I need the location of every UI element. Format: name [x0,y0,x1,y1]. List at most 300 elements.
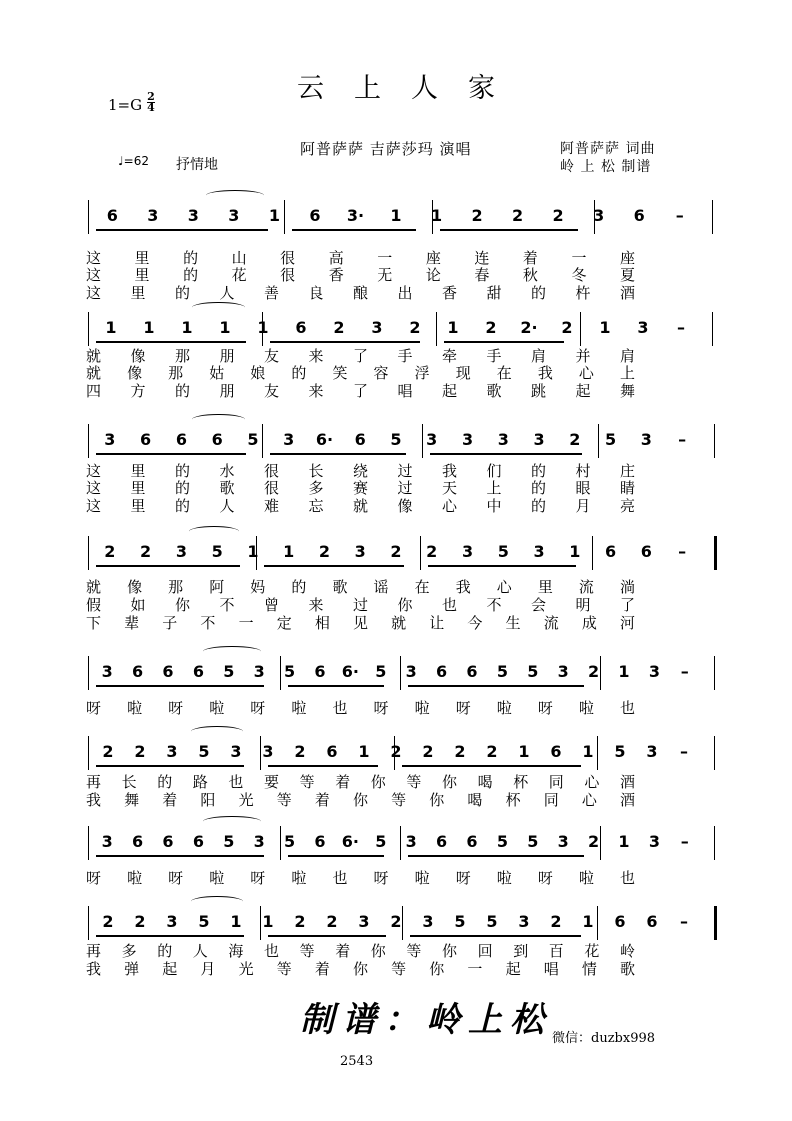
note: 3 [228,206,240,225]
slur [189,526,239,537]
lyric-char: 光 [238,960,254,978]
lyric-char: 牵 [442,347,458,365]
lyric-char: 等 [406,942,422,960]
note: 3 [533,430,545,449]
lyric-char: 那 [168,578,184,596]
barline [88,536,89,570]
lyric-char: 容 [373,364,389,382]
note: 1 [262,912,274,931]
lyric-char: 百 [548,942,564,960]
lyric-char: 不 [219,596,235,614]
note: 1 [283,542,295,561]
lyric-char: 歌 [332,578,348,596]
lyric-char: 绕 [353,462,369,480]
lyric-char: 那 [168,364,184,382]
lyric-char: 你 [442,773,458,791]
lyric-char: 你 [442,942,458,960]
lyric-char: 同 [548,773,564,791]
lyric-char: 赛 [353,479,369,497]
note: 6 [314,832,326,851]
lyric-char: 也 [620,699,636,717]
barline [88,200,89,234]
lyric-char: 跳 [531,382,547,400]
note: 2 [102,742,114,761]
song-title: 云上人家 [297,73,525,104]
lyric-char: 朋 [219,347,235,365]
lyric-line [0,697,792,715]
lyric-char: 呀 [373,699,389,717]
lyric-char: 肩 [531,347,547,365]
lyric-char: 就 [86,578,102,596]
notation-row [0,906,792,938]
beam-underline [96,229,268,231]
note: 2 [390,542,402,561]
note: 1 [618,832,630,851]
lyric-char: 着 [335,942,351,960]
lyric-char: 啦 [414,869,430,887]
lyric-line [0,247,792,265]
note: 3 [637,318,649,337]
lyric-char: 你 [397,596,413,614]
lyric-char: 假 [86,596,102,614]
lyric-char: 像 [397,497,413,515]
lyric-char: 着 [162,791,178,809]
lyric-char: 子 [162,614,178,632]
note: 6 [354,430,366,449]
lyric-char: 在 [414,578,430,596]
lyric-char: 着 [314,960,330,978]
beam-underline [292,229,416,231]
lyric-char: 你 [175,596,191,614]
note: 6 [211,430,223,449]
note: 3 [262,742,274,761]
note: 2 [294,912,306,931]
note: 3 [461,430,474,449]
lyric-char: 论 [425,266,441,284]
note: 1 [247,542,259,561]
lyric-char: 心 [442,497,458,515]
note: 3 [426,430,438,449]
lyric-char: 生 [505,614,521,632]
lyric-char: 你 [429,960,445,978]
lyric-char: 中 [486,497,502,515]
lyric-char: 情 [581,960,597,978]
note: 6 [192,662,204,681]
lyric-line [0,867,792,885]
lyric-char: 啦 [291,699,307,717]
slur [206,190,265,201]
lyric-char: 唱 [543,960,559,978]
lyric-char: 的 [531,462,547,480]
lyric-char: 眼 [575,479,591,497]
note: 1 [599,318,611,337]
notation-row [0,826,792,858]
lyric-char: 花 [584,942,600,960]
note: 1 [257,318,269,337]
lyric-char: 河 [620,614,636,632]
note: 1 [618,662,630,681]
lyric-char: 呀 [537,699,553,717]
note: 5 [527,662,539,681]
note: 3 [648,832,660,851]
note: 1 [582,742,594,761]
note: 3 [175,542,187,561]
lyric-line [0,958,792,976]
note: 6 [192,832,204,851]
lyric-char: 也 [264,942,280,960]
lyric-char: 那 [175,347,191,365]
lyric-char: 你 [429,791,445,809]
lyric-char: 等 [391,791,407,809]
lyric-char: 起 [442,382,458,400]
beam-underline [408,685,584,687]
note: 6 [309,206,321,225]
notation-row [0,736,792,768]
lyric-char: 心 [578,364,594,382]
lyric-char: 就 [353,497,369,515]
lyric-char: 不 [486,596,502,614]
lyric-char: 现 [455,364,471,382]
sustain-dash: – [680,832,689,851]
barline [714,424,715,458]
lyric-char: 阿 [209,578,225,596]
lyric-char: 睛 [620,479,636,497]
note: 3 [147,206,159,225]
lyric-char: 香 [442,284,458,302]
lyric-char: 就 [86,347,102,365]
lyric-char: 这 [86,479,102,497]
beam-underline [270,453,406,455]
lyric-char: 等 [299,773,315,791]
lyric-char: 这 [86,266,102,284]
note: 3 [101,832,113,851]
lyric-char: 人 [192,942,208,960]
lyric-char: 座 [425,249,441,267]
lyric-char: 呀 [86,699,102,717]
lyric-line [0,612,792,630]
double-barline [714,906,717,940]
lyric-char: 酒 [620,773,636,791]
lyric-char: 在 [496,364,512,382]
lyric-char: 亮 [620,497,636,515]
notation-row [0,200,792,232]
lyric-char: 人 [219,284,235,302]
note: 3 [187,206,199,225]
note: 6 [326,742,338,761]
note: 2 [134,912,146,931]
lyric-char: 水 [219,462,235,480]
note: 5 [496,832,508,851]
note: 3 [104,430,116,449]
note: 3 [461,542,474,561]
lyric-char: 岭 [620,942,636,960]
lyric-char: 座 [620,249,636,267]
slur [192,302,244,313]
lyric-char: 光 [238,791,254,809]
page-number: 2543 [340,1054,374,1069]
lyric-char: 啦 [209,699,225,717]
lyric-char: 忘 [308,497,324,515]
note: 6 [132,662,144,681]
lyric-char: 里 [134,266,150,284]
lyric-char: 我 [455,578,471,596]
barline [88,424,89,458]
note: 6· [341,832,359,851]
lyric-char: 一 [377,249,393,267]
lyric-line [0,362,792,380]
note: 3 [405,832,417,851]
lyric-char: 同 [543,791,559,809]
note: 5 [454,912,466,931]
barline [714,656,715,690]
lyric-char: 路 [192,773,208,791]
lyric-char: 呀 [537,869,553,887]
lyric-line [0,940,792,958]
lyric-char: 流 [543,614,559,632]
lyric-char: 甜 [486,284,502,302]
beam-underline [268,935,386,937]
lyric-line [0,380,792,398]
lyric-char: 着 [522,249,538,267]
barline [88,826,89,860]
note: 6 [466,662,478,681]
beam-underline [268,765,378,767]
lyric-char: 曾 [264,596,280,614]
note: 5 [211,542,223,561]
lyric-line [0,771,792,789]
note: 3 [354,542,366,561]
lyric-char: 明 [575,596,591,614]
lyric-char: 良 [308,284,324,302]
lyric-char: 要 [264,773,280,791]
lyric-char: 村 [575,462,591,480]
note: 1 [105,318,117,337]
lyric-char: 海 [228,942,244,960]
notation-row [0,424,792,456]
wechat-contact: 微信：duzbx998 [552,1031,656,1046]
lyric-char: 娘 [250,364,266,382]
note: 3 [422,912,434,931]
lyric-char: 啦 [496,699,512,717]
lyric-char: 起 [162,960,178,978]
lyric-char: 呀 [455,869,471,887]
lyric-char: 如 [130,596,146,614]
tempo-marking: ♩=62 [118,154,149,168]
note: 2 [102,912,114,931]
lyric-char: 一 [467,960,483,978]
lyric-line [0,594,792,612]
lyric-char: 连 [474,249,490,267]
note: 2 [409,318,421,337]
note: 1 [219,318,231,337]
lyric-char: 并 [575,347,591,365]
lyric-char: 月 [200,960,216,978]
lyric-char: 阳 [200,791,216,809]
lyric-char: 月 [575,497,591,515]
lyric-char: 也 [442,596,458,614]
lyric-char: 我 [86,960,102,978]
lyric-char: 山 [231,249,247,267]
sustain-dash: – [677,318,685,337]
note: 3 [648,662,660,681]
beam-underline [96,685,264,687]
lyric-char: 庄 [620,462,636,480]
signature: 制谱：岭上松 [300,1000,552,1040]
lyric-char: 等 [406,773,422,791]
lyric-char: 友 [264,382,280,400]
note: 3 [557,832,569,851]
beam-underline [430,453,582,455]
beam-underline [444,341,564,343]
lyric-char: 像 [130,347,146,365]
lyric-char: 出 [397,284,413,302]
lyric-char: 也 [620,869,636,887]
beam-underline [428,565,576,567]
lyric-char: 舞 [620,382,636,400]
note: 5 [198,742,210,761]
note: 5 [247,430,259,449]
note: 2 [471,206,483,225]
expression-marking: 抒情地 [176,157,218,173]
lyric-char: 啦 [127,869,143,887]
note: 3 [497,430,509,449]
note: 5 [605,430,617,449]
note: 1 [358,742,370,761]
beam-underline [96,765,244,767]
notation-row [0,656,792,688]
lyric-char: 再 [86,942,102,960]
sustain-dash: – [678,542,687,561]
double-barline [714,536,717,570]
beam-underline [96,855,264,857]
lyric-char: 天 [442,479,458,497]
note: 5 [284,662,296,681]
lyric-char: 来 [308,382,324,400]
lyric-char: 心 [581,791,597,809]
lyric-char: 定 [276,614,292,632]
note: 5 [496,662,508,681]
lyric-char: 香 [328,266,344,284]
lyric-char: 人 [219,497,235,515]
lyric-char: 的 [175,462,191,480]
lyric-char: 就 [391,614,407,632]
lyric-char: 等 [391,960,407,978]
lyric-char: 春 [474,266,490,284]
note: 6 [614,912,626,931]
sustain-dash: – [678,430,687,449]
note: 6 [295,318,307,337]
lyric-char: 呀 [168,869,184,887]
lyric-char: 这 [86,284,102,302]
lyric-char: 舞 [124,791,140,809]
lyric-char: 着 [314,791,330,809]
lyric-char: 的 [175,497,191,515]
lyric-char: 谣 [373,578,389,596]
slur [191,896,243,907]
lyric-char: 过 [397,462,413,480]
note: 1 [268,206,280,225]
note: 3 [557,662,569,681]
lyric-char: 的 [531,479,547,497]
lyric-line [0,460,792,478]
lyric-char: 啦 [127,699,143,717]
sustain-dash: – [675,206,684,225]
note: 1 [430,206,443,225]
lyric-char: 善 [264,284,280,302]
note: 6 [162,832,174,851]
lyric-char: 喝 [467,791,483,809]
note: 1 [569,542,581,561]
lyric-char: 相 [314,614,330,632]
lyric-char: 再 [86,773,102,791]
note: 5 [486,912,498,931]
lyric-char: 啦 [496,869,512,887]
note: 3 [101,662,113,681]
note: 2 [561,318,573,337]
lyric-char: 你 [353,791,369,809]
lyric-char: 笑 [332,364,348,382]
note: 2 [485,318,497,337]
lyric-char: 回 [477,942,493,960]
lyric-char: 里 [130,497,146,515]
lyric-char: 冬 [571,266,587,284]
performers: 阿普萨萨 吉萨莎玛 演唱 [300,140,472,158]
note: 5 [375,832,387,851]
note: 5 [614,742,626,761]
barline [714,826,715,860]
note: 1 [143,318,155,337]
time-signature: 2 4 [147,90,155,114]
lyric-char: 花 [231,266,247,284]
lyric-char: 的 [175,479,191,497]
lyric-char: 让 [429,614,445,632]
lyric-char: 心 [496,578,512,596]
lyric-char: 的 [157,942,173,960]
note: 3 [640,430,652,449]
lyric-char: 的 [531,284,547,302]
note: 2 [550,912,562,931]
lyric-char: 了 [620,596,636,614]
beam-underline [402,765,581,767]
lyric-char: 呀 [250,699,266,717]
lyric-char: 杵 [575,284,591,302]
lyric-char: 多 [121,942,137,960]
note: 1 [181,318,193,337]
lyric-char: 像 [127,578,143,596]
note: 2 [486,742,498,761]
barline [712,200,713,234]
note: 6 [140,430,152,449]
lyric-char: 了 [353,347,369,365]
lyric-char: 里 [130,462,146,480]
lyric-char: 啦 [578,699,594,717]
lyric-char: 上 [620,364,636,382]
note: 5 [284,832,296,851]
beam-underline [288,685,384,687]
note: 6· [341,662,359,681]
lyric-char: 我 [86,791,102,809]
lyric-char: 心 [584,773,600,791]
lyric-char: 呀 [250,869,266,887]
barline [88,906,89,940]
lyric-char: 呀 [373,869,389,887]
lyric-line [0,495,792,513]
slur [192,414,244,425]
lyric-char: 很 [280,249,296,267]
note: 6 [605,542,617,561]
note: 2 [333,318,345,337]
lyric-char: 方 [130,382,146,400]
